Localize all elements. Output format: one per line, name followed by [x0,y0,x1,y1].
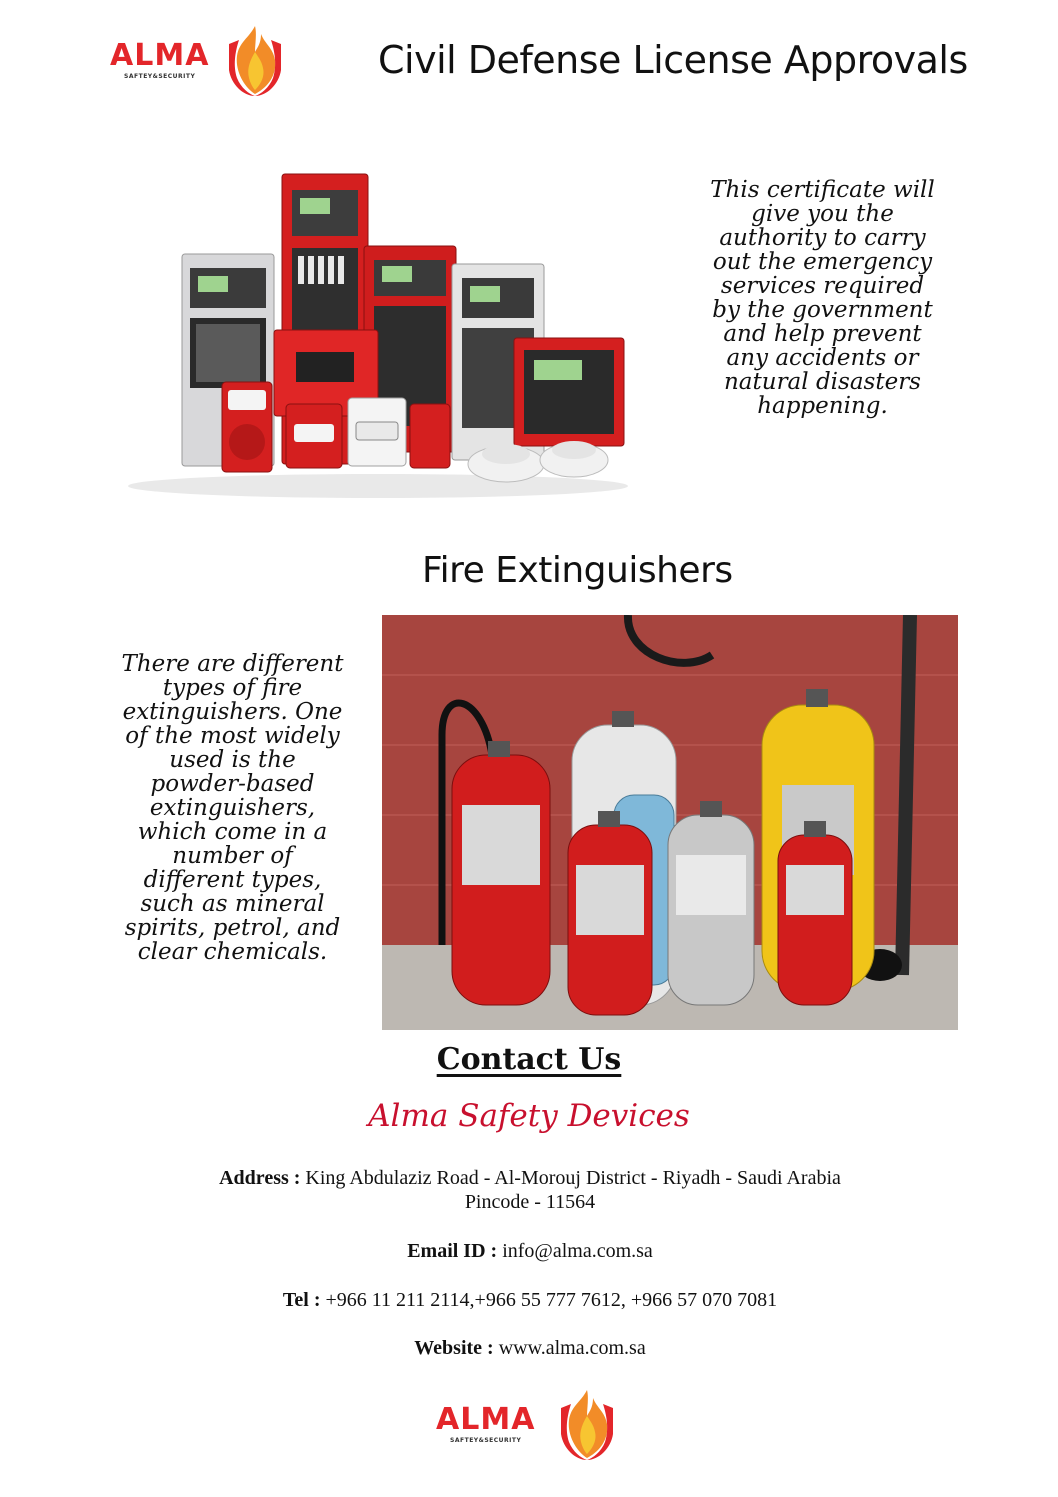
email-line [200,1239,860,1263]
alma-logo-top [110,22,295,98]
address-line [200,1166,860,1214]
contact-heading: Contact Us [436,1042,622,1077]
logo-word: ALMA [110,37,210,73]
fire-alarm-panels-image [118,168,638,498]
flame-shield-icon [547,1386,627,1462]
fire-extinguishers-title: Fire Extinguishers [422,550,733,591]
fire-extinguishers-image [382,615,958,1030]
website-label: Website : [414,1337,494,1359]
address-value: King Abdulaziz Road - Al-Morouj District - Riyadh - Saudi Arabia Pincode - 11564 [305,1167,841,1213]
page-title: Civil Defense License Approvals [378,38,968,82]
tel-label: Tel : [282,1289,321,1311]
extinguishers-description: There are different types of fire extinguishers. One of the most widely used is the powder-based extinguishers, which come in a number of different types, such as mineral spirits, petrol, and clear chemicals. [121,651,344,965]
alma-logo-bottom [436,1386,627,1462]
website-line [200,1336,860,1360]
address-label: Address : [219,1167,301,1189]
certificate-description: This certificate will give you the authority to carry out the emergency services required by the government and help prevent any accidents or natural disasters happening. [710,177,935,419]
tel-value[interactable]: +966 11 211 2114,+966 55 777 7612, +966 57 070 7081 [325,1289,778,1311]
logo-tagline: SAFTEY&SECURITY [124,72,196,80]
company-name: Alma Safety Devices [368,1098,690,1134]
flame-shield-icon [215,22,295,98]
email-link[interactable]: info@alma.com.sa [502,1240,653,1262]
email-label: Email ID : [407,1240,498,1262]
website-link[interactable]: www.alma.com.sa [498,1337,646,1359]
logo-word: ALMA [436,1401,536,1437]
tel-line [200,1288,860,1312]
logo-tagline: SAFTEY&SECURITY [450,1436,522,1444]
